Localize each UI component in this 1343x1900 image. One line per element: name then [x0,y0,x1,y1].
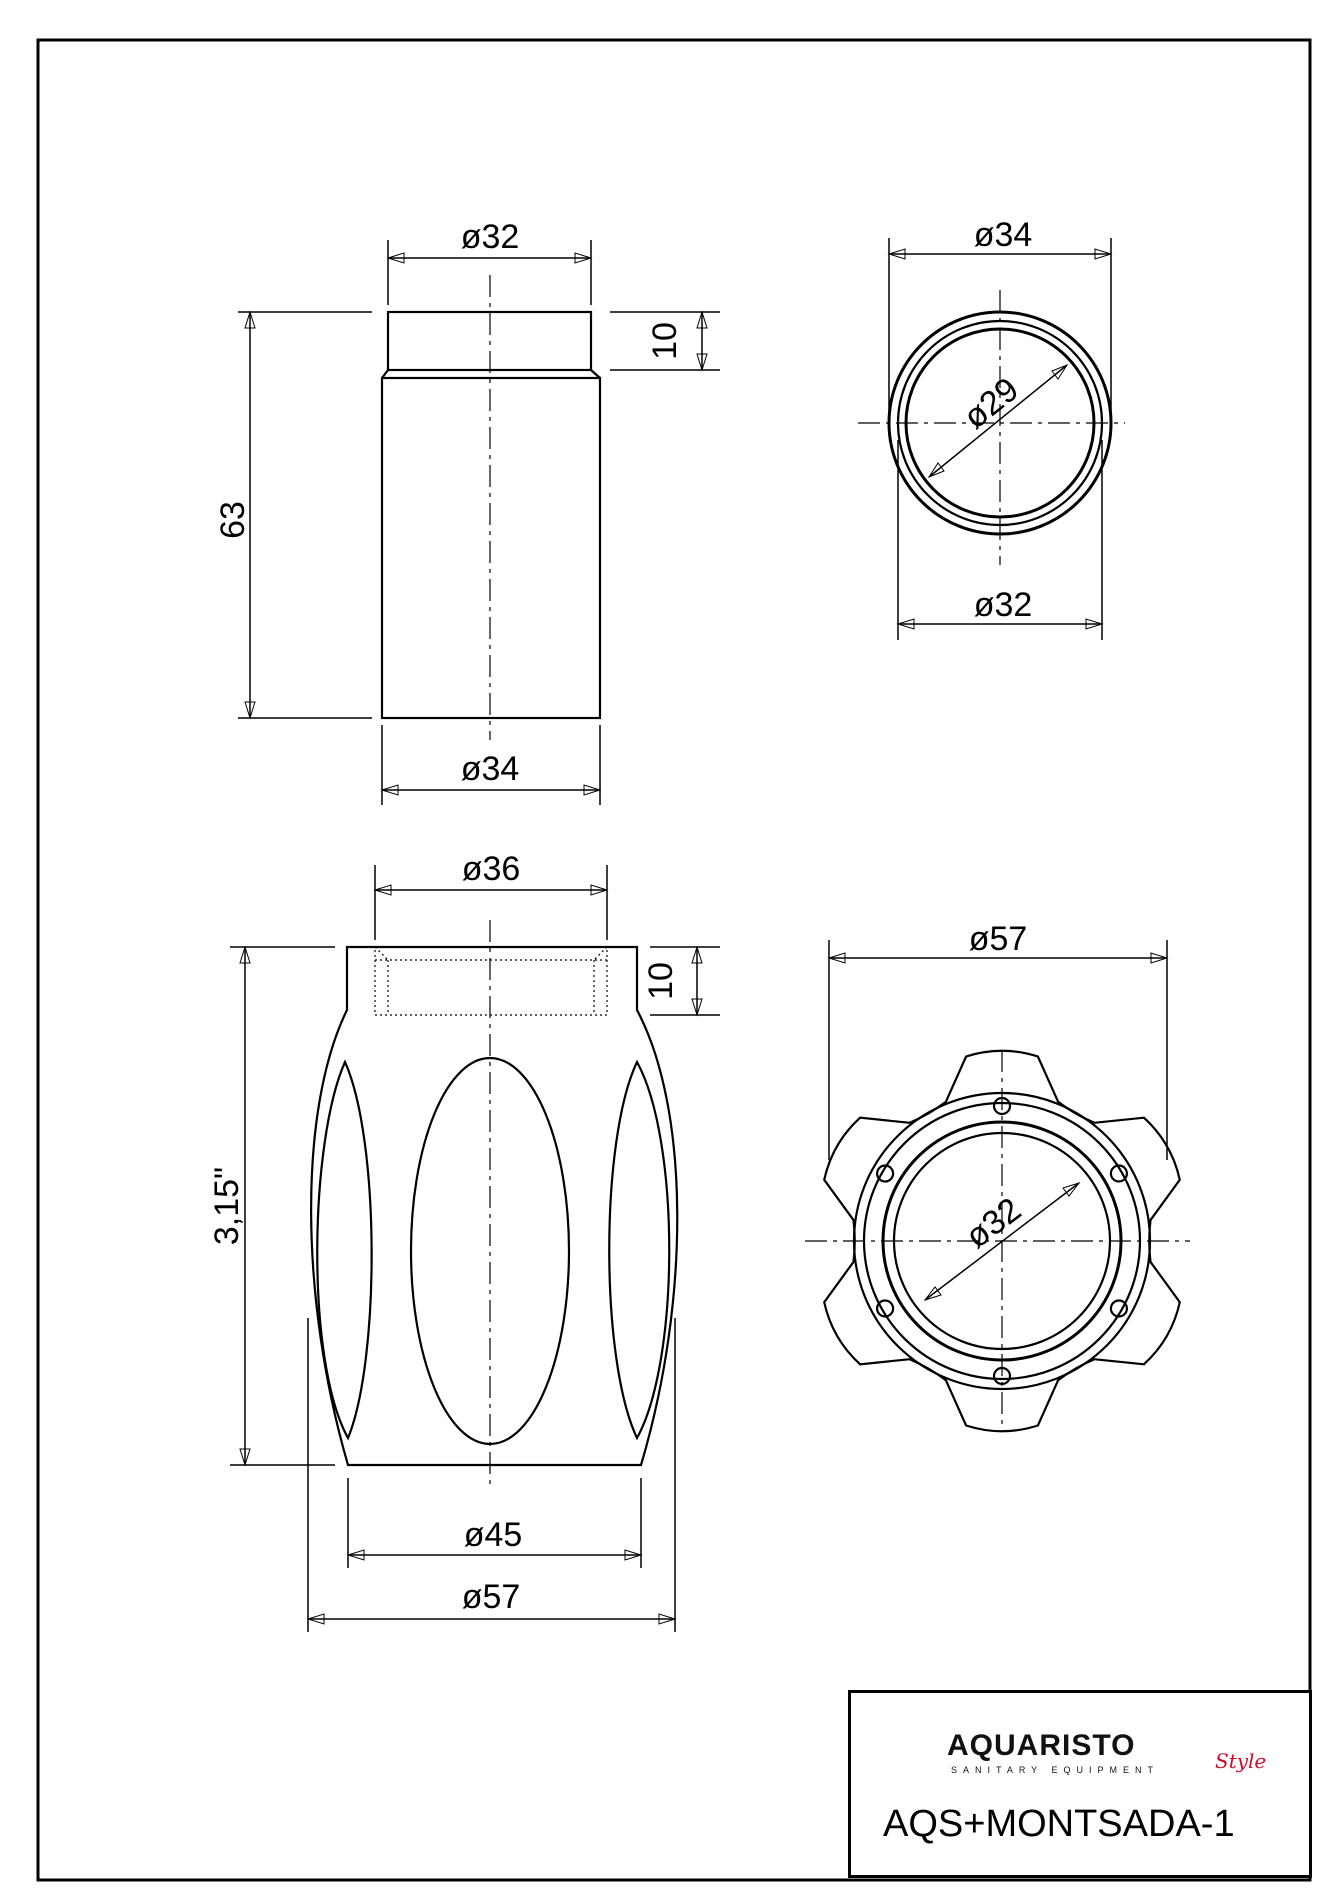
brand-subtitle: SANITARY EQUIPMENT [951,1765,1160,1775]
dim-knob-height: 3,15" [208,1166,246,1246]
dim-top-inner-diameter: ø29 [956,370,1026,437]
extension-top-view [858,216,1125,640]
dim-ext-top-diameter: ø32 [460,218,520,256]
dim-knob-max-diameter: ø57 [461,1578,521,1616]
dim-top-mid-diameter: ø32 [973,586,1033,624]
dim-knob-bore-diameter: ø32 [958,1190,1029,1257]
knob-left-lobe [317,1062,371,1438]
brand-logo [947,1729,1267,1789]
part-code: AQS+MONTSADA-1 [883,1803,1235,1845]
extension-side-view [214,218,720,805]
dim-ext-thread-height: 10 [646,322,684,360]
knob-top-view [805,920,1190,1431]
dim-knob-socket-depth: 10 [642,962,680,1000]
dim-top-outer-diameter: ø34 [973,216,1033,254]
title-block [848,1690,1312,1878]
knob-side-view [208,850,720,1632]
dim-knob-top-outer-diameter: ø57 [968,920,1028,958]
knob-socket [375,947,607,1015]
brand-script: Style [1215,1749,1267,1773]
dim-ext-total-height: 63 [214,501,252,539]
dim-knob-base-diameter: ø45 [463,1516,523,1554]
extension-body [382,378,600,718]
drawing-frame [38,40,1310,1880]
dim-ext-bottom-diameter: ø34 [460,750,520,788]
brand-name: AQUARISTO [947,1729,1136,1762]
dim-knob-top-diameter: ø36 [461,850,521,888]
